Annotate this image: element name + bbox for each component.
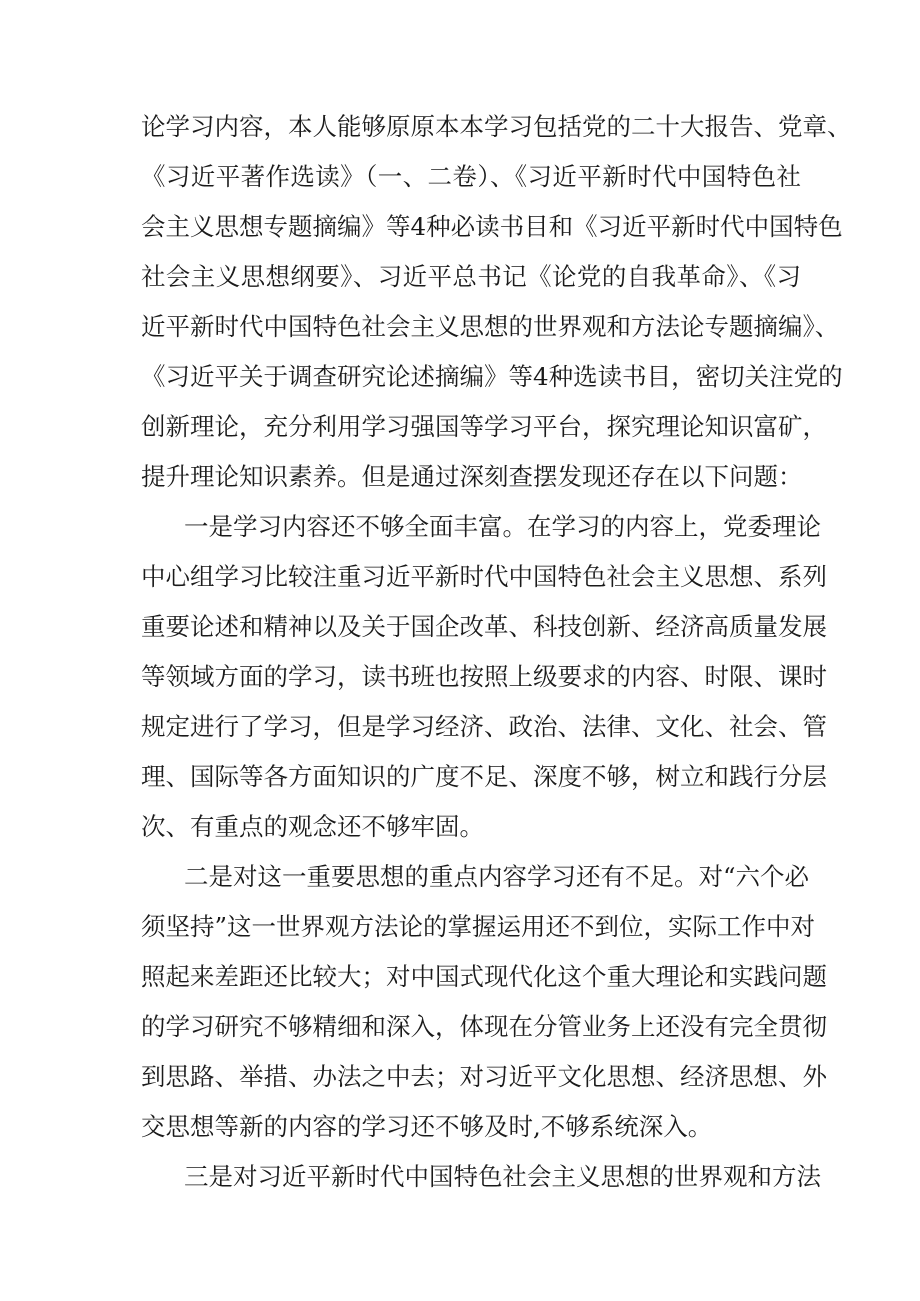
paragraph-two-first-line: 二是对这一重要思想的重点内容学习还有不足。对“六个必 bbox=[184, 862, 810, 891]
text-line: 须坚持”这一世界观方法论的掌握运用还不到位，实际工作中对 bbox=[141, 912, 816, 941]
text-line: 提升理论知识素养。但是通过深刻查摆发现还存在以下问题： bbox=[141, 462, 803, 491]
text-line: 理、国际等各方面知识的广度不足、深度不够，树立和践行分层 bbox=[141, 762, 827, 791]
text-line: 创新理论，充分利用学习强国等学习平台，探究理论知识富矿， bbox=[141, 412, 827, 441]
text-line: 的学习研究不够精细和深入，体现在分管业务上还没有完全贯彻 bbox=[141, 1012, 827, 1041]
text-line: 交思想等新的内容的学习还不够及时,不够系统深入。 bbox=[141, 1112, 713, 1141]
text-line: 《习近平著作选读》（一、二卷）、《习近平新时代中国特色社 bbox=[141, 162, 801, 191]
text-line: 近平新时代中国特色社会主义思想的世界观和方法论专题摘编》、 bbox=[141, 312, 840, 341]
text-line: 到思路、举措、办法之中去；对习近平文化思想、经济思想、外 bbox=[141, 1062, 827, 1091]
text-line: 次、有重点的观念还不够牢固。 bbox=[141, 812, 484, 841]
text-line: 照起来差距还比较大；对中国式现代化这个重大理论和实践问题 bbox=[141, 962, 827, 991]
text-line: 等领域方面的学习，读书班也按照上级要求的内容、时限、课时 bbox=[141, 662, 827, 691]
text-line: 社会主义思想纲要》、习近平总书记《论党的自我革命》、《习 bbox=[141, 262, 801, 291]
paragraph-one-first-line: 一是学习内容还不够全面丰富。在学习的内容上，党委理论 bbox=[184, 512, 821, 541]
text-line: 规定进行了学习，但是学习经济、政治、法律、文化、社会、管 bbox=[141, 712, 827, 741]
text-line: 中心组学习比较注重习近平新时代中国特色社会主义思想、系列 bbox=[141, 562, 827, 591]
text-line: 论学习内容，本人能够原原本本学习包括党的二十大报告、党章、 bbox=[141, 112, 852, 141]
text-line: 重要论述和精神以及关于国企改革、科技创新、经济高质量发展 bbox=[141, 612, 827, 641]
paragraph-three-first-line: 三是对习近平新时代中国特色社会主义思想的世界观和方法 bbox=[184, 1162, 821, 1191]
text-line: 会主义思想专题摘编》等4种必读书目和《习近平新时代中国特色 bbox=[141, 212, 843, 241]
text-line: 《习近平关于调查研究论述摘编》等4种选读书目，密切关注党的 bbox=[141, 362, 843, 391]
